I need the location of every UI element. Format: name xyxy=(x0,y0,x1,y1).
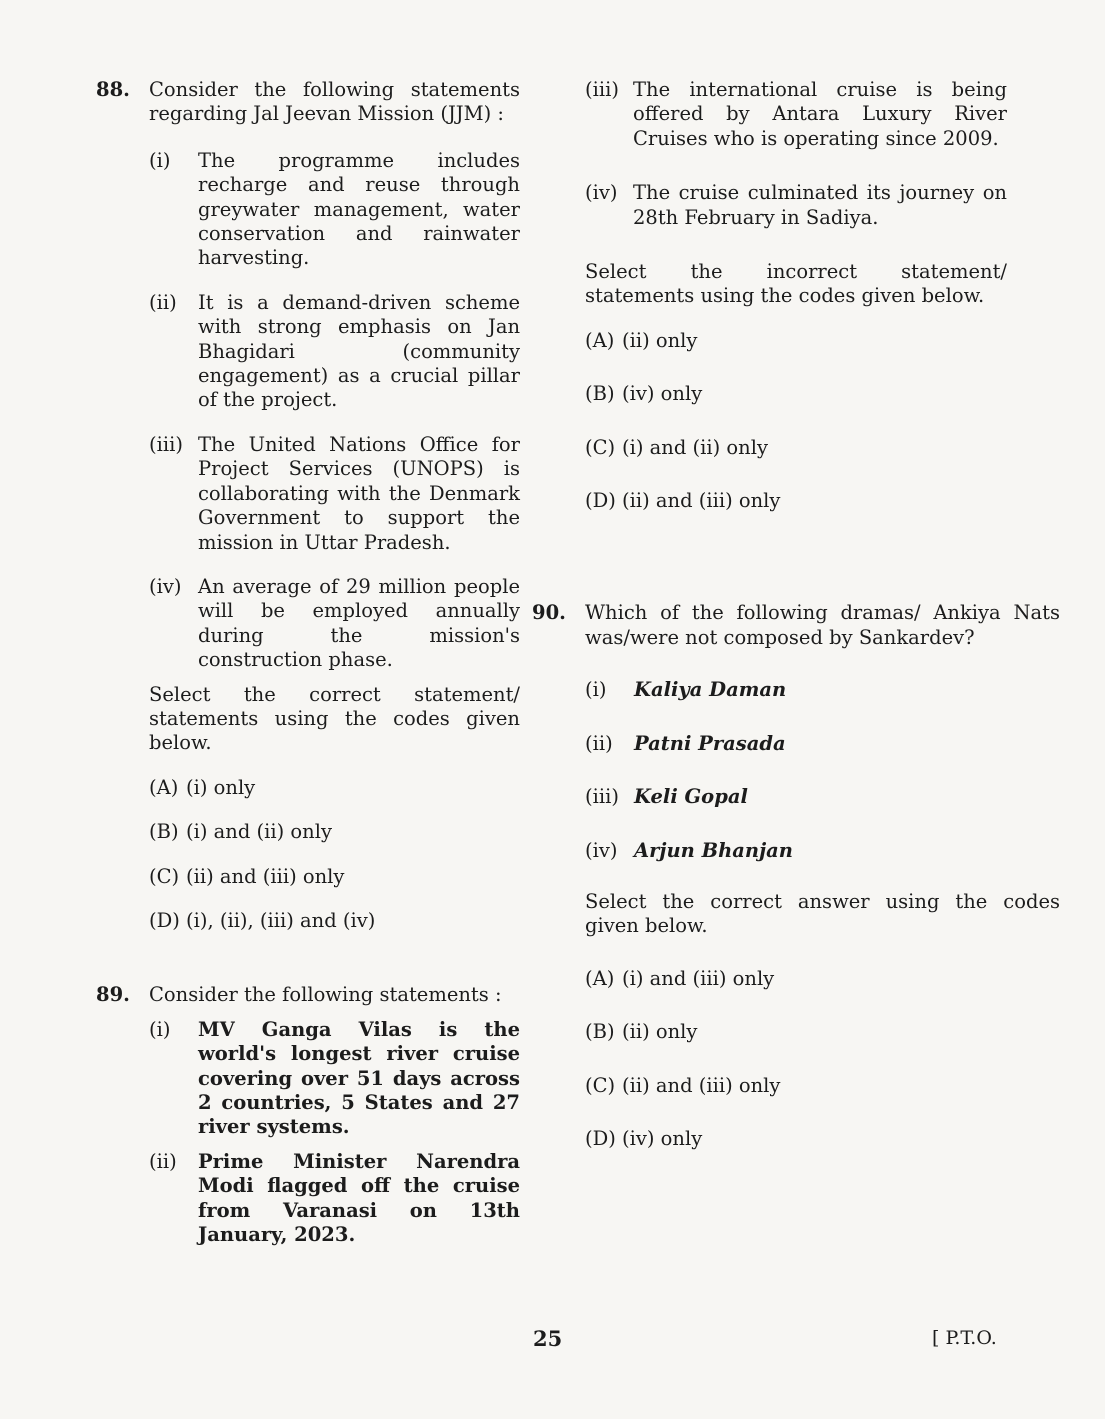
statement-text: The programme includes recharge and reuse through greywater management, water conservation and rainwater harvesting. xyxy=(198,148,520,270)
statement xyxy=(585,78,1007,151)
statement xyxy=(149,149,520,271)
option-label: (B) xyxy=(585,382,615,406)
drama-item xyxy=(585,732,1060,756)
statement xyxy=(149,1018,520,1140)
option-label: (B) xyxy=(585,1020,615,1044)
page-number: 25 xyxy=(533,1326,563,1351)
statement xyxy=(149,575,520,673)
drama-item xyxy=(585,839,1060,863)
option-text: (iv) only xyxy=(622,382,703,406)
item-text: Patni Prasada xyxy=(634,731,786,755)
question-number: 89. xyxy=(96,983,130,1007)
statement-text: An average of 29 million people will be employed annually during the mission's construction phase. xyxy=(198,574,520,672)
statement-label: (ii) xyxy=(149,1149,177,1173)
option-b xyxy=(149,820,520,844)
item-label: (iii) xyxy=(585,785,619,809)
statement xyxy=(149,291,520,413)
option-text: (ii) only xyxy=(622,328,698,352)
item-label: (ii) xyxy=(585,731,613,755)
drama-item xyxy=(585,785,1060,809)
item-text: Kaliya Daman xyxy=(634,678,787,702)
statement-text: The cruise culminated its journey on 28th February in Sadiya. xyxy=(633,181,1007,229)
instruction: Select the incorrect statement/ statements using the codes given below. xyxy=(585,260,1007,308)
question-88 xyxy=(96,78,520,933)
option-text: (i) only xyxy=(186,775,256,799)
option-text: (ii) and (iii) only xyxy=(622,1073,781,1097)
statement-label: (ii) xyxy=(149,290,177,314)
statement xyxy=(149,1150,520,1248)
option-b xyxy=(585,1020,1060,1044)
statement-label: (iii) xyxy=(585,78,619,101)
option-a xyxy=(585,967,1060,991)
question-stem: Consider the following statements : xyxy=(149,983,502,1007)
option-d xyxy=(585,1127,1060,1151)
statement-label: (iv) xyxy=(585,181,618,205)
option-label: (C) xyxy=(585,435,616,459)
question-89 xyxy=(96,983,520,1247)
instruction: Select the correct statement/ statements using the codes given below. xyxy=(149,682,520,755)
question-89-continued xyxy=(585,78,1007,513)
option-b xyxy=(585,382,1007,406)
question-stem: Which of the following dramas/ Ankiya Nats was/were not composed by Sankardev? xyxy=(585,601,1060,649)
option-text: (i) and (iii) only xyxy=(622,966,775,990)
question-stem: Consider the following statements regarding Jal Jeevan Mission (JJM) : xyxy=(149,78,520,126)
item-label: (iv) xyxy=(585,838,618,862)
statement-text: Prime Minister Narendra Modi flagged off the cruise from Varanasi on 13th January, 2023. xyxy=(198,1149,520,1247)
option-c xyxy=(585,1074,1060,1098)
option-c xyxy=(149,865,520,889)
question-90 xyxy=(532,601,1060,1151)
statement xyxy=(585,181,1007,230)
option-d xyxy=(149,909,520,933)
statement-text: The international cruise is being offered by Antara Luxury River Cruises who is operating since 2009. xyxy=(633,78,1007,150)
statement xyxy=(149,433,520,555)
statement-label: (iii) xyxy=(149,432,183,456)
option-label: (D) xyxy=(585,489,616,513)
option-label: (C) xyxy=(585,1073,616,1097)
statement-text: MV Ganga Vilas is the world's longest river cruise covering over 51 days across 2 countries, 5 States and 27 river systems. xyxy=(198,1017,520,1139)
option-text: (i) and (ii) only xyxy=(622,435,768,459)
option-d xyxy=(585,489,1007,513)
statement-text: The United Nations Office for Project Services (UNOPS) is collaborating with the Denmark Government to support the mission in Uttar Pradesh. xyxy=(198,432,520,554)
option-text: (i), (ii), (iii) and (iv) xyxy=(186,908,376,932)
option-text: (i) and (ii) only xyxy=(186,820,332,844)
option-a xyxy=(585,329,1007,353)
option-label: (C) xyxy=(149,864,180,888)
item-label: (i) xyxy=(585,678,607,702)
statement-label: (i) xyxy=(149,1017,171,1041)
option-a xyxy=(149,776,520,800)
option-label: (A) xyxy=(585,328,615,352)
item-text: Keli Gopal xyxy=(634,785,748,809)
option-c xyxy=(585,436,1007,460)
option-text: (ii) only xyxy=(622,1020,698,1044)
option-label: (D) xyxy=(585,1126,616,1150)
left-column xyxy=(96,78,520,1247)
question-number: 88. xyxy=(96,78,130,101)
option-label: (D) xyxy=(149,908,180,932)
option-label: (B) xyxy=(149,820,179,844)
option-text: (ii) and (iii) only xyxy=(622,489,781,513)
statement-label: (iv) xyxy=(149,574,182,598)
instruction: Select the correct answer using the codes given below. xyxy=(585,889,1060,938)
option-label: (A) xyxy=(585,966,615,990)
option-text: (iv) only xyxy=(622,1126,703,1150)
item-text: Arjun Bhanjan xyxy=(634,838,793,862)
drama-item xyxy=(585,678,1060,702)
statement-text: It is a demand-driven scheme with strong emphasis on Jan Bhagidari (community engagement) as a crucial pillar of the project. xyxy=(198,290,520,412)
pto-label: [ P.T.O. xyxy=(932,1327,997,1349)
question-number: 90. xyxy=(532,601,566,625)
option-label: (A) xyxy=(149,775,179,799)
right-column xyxy=(532,78,1060,1151)
statement-label: (i) xyxy=(149,148,171,172)
option-text: (ii) and (iii) only xyxy=(186,864,345,888)
